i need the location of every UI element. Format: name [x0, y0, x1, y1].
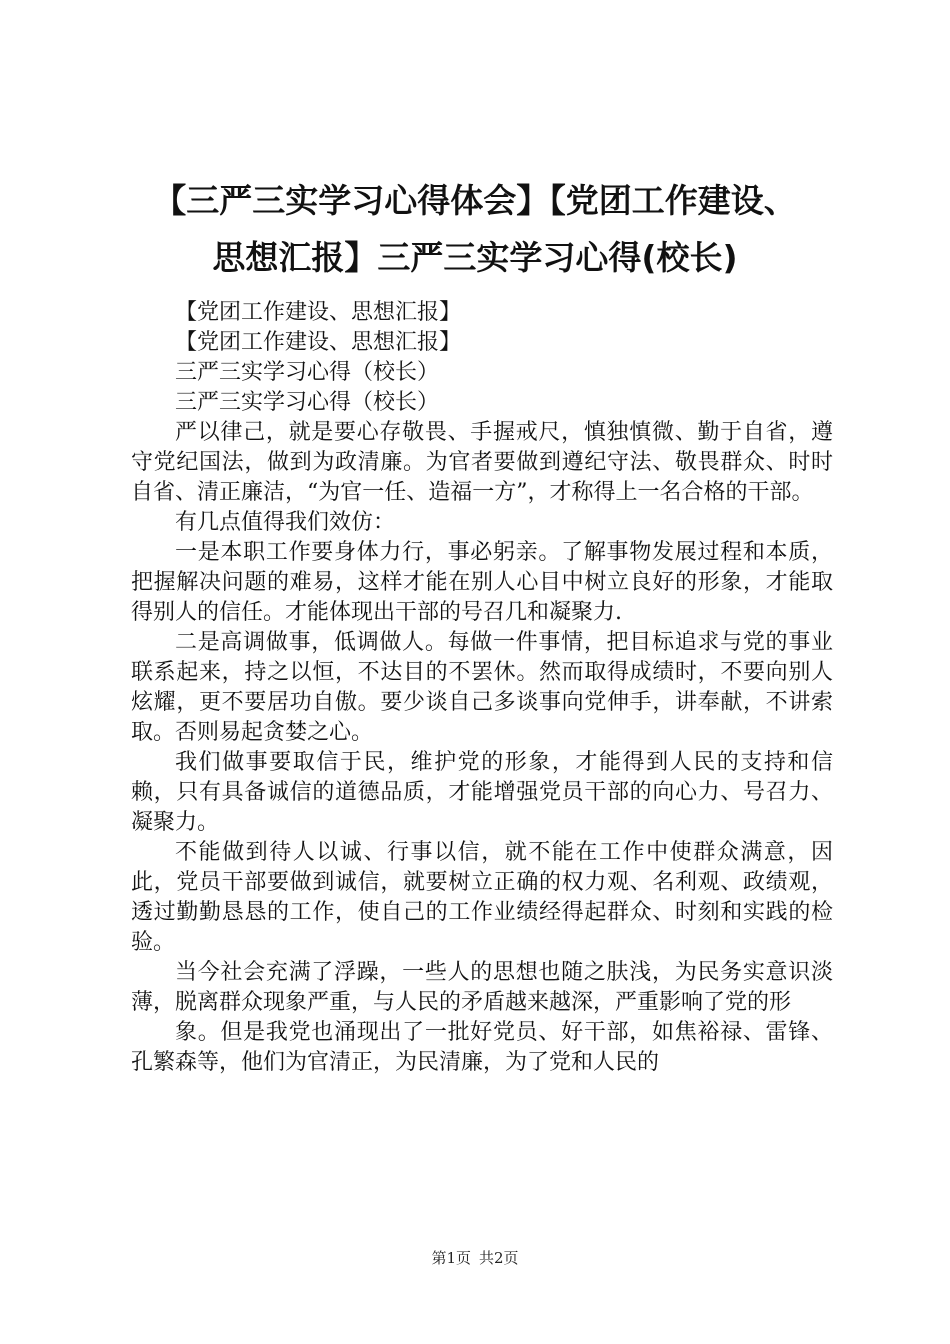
paragraph: 二是高调做事，低调做人。每做一件事情，把目标追求与党的事业联系起来，持之以恒，不达目的不罢休。然而取得成绩时，不要向别人炫耀，更不要居功自傲。要少谈自己多谈事向党伸手，讲奉献，不讲索取。否则易起贪婪之心。 [131, 630, 833, 745]
paragraph: 当今社会充满了浮躁，一些人的思想也随之肤浅，为民务实意识淡薄，脱离群众现象严重，与人民的矛盾越来越深，严重影响了党的形 [131, 960, 833, 1015]
title-line-2: 思想汇报】三严三实学习心得(校长) [212, 238, 738, 277]
page-footer [0, 1248, 950, 1268]
page-total: 共2页 [479, 1249, 519, 1267]
paragraph: 象。但是我党也涌现出了一批好党员、好干部，如焦裕禄、雷锋、孔繁森等，他们为官清正，为民清廉，为了党和人民的 [131, 1020, 833, 1075]
title-line-1: 【三严三实学习心得体会】【党团工作建设、 [153, 181, 797, 220]
paragraph: 不能做到待人以诚、行事以信，就不能在工作中使群众满意，因此，党员干部要做到诚信，就要树立正确的权力观、名利观、政绩观，透过勤勤恳恳的工作，使自己的工作业绩经得起群众、时刻和实践的检验。 [131, 840, 833, 955]
document-title [110, 172, 840, 286]
paragraph: 一是本职工作要身体力行，事必躬亲。了解事物发展过程和本质，把握解决问题的难易，这样才能在别人心目中树立良好的形象，才能取得别人的信任。才能体现出干部的号召几和凝聚力. [131, 540, 833, 625]
paragraph: 【党团工作建设、思想汇报】 [175, 330, 462, 355]
paragraph: 【党团工作建设、思想汇报】 [175, 300, 462, 325]
paragraph: 三严三实学习心得（校长） [175, 360, 440, 385]
paragraph: 严以律己，就是要心存敬畏、手握戒尺，慎独慎微、勤于自省，遵守党纪国法，做到为政清廉。为官者要做到遵纪守法、敬畏群众、时时自省、清正廉洁，“为官一任、造福一方”，才称得上一名合格的干部。 [131, 420, 833, 505]
paragraph: 三严三实学习心得（校长） [175, 390, 440, 415]
paragraph: 我们做事要取信于民，维护党的形象，才能得到人民的支持和信赖，只有具备诚信的道德品质，才能增强党员干部的向心力、号召力、凝聚力。 [131, 750, 833, 835]
paragraph: 有几点值得我们效仿： [175, 510, 396, 535]
page-number: 第1页 [431, 1249, 471, 1267]
document-body [131, 298, 833, 1078]
